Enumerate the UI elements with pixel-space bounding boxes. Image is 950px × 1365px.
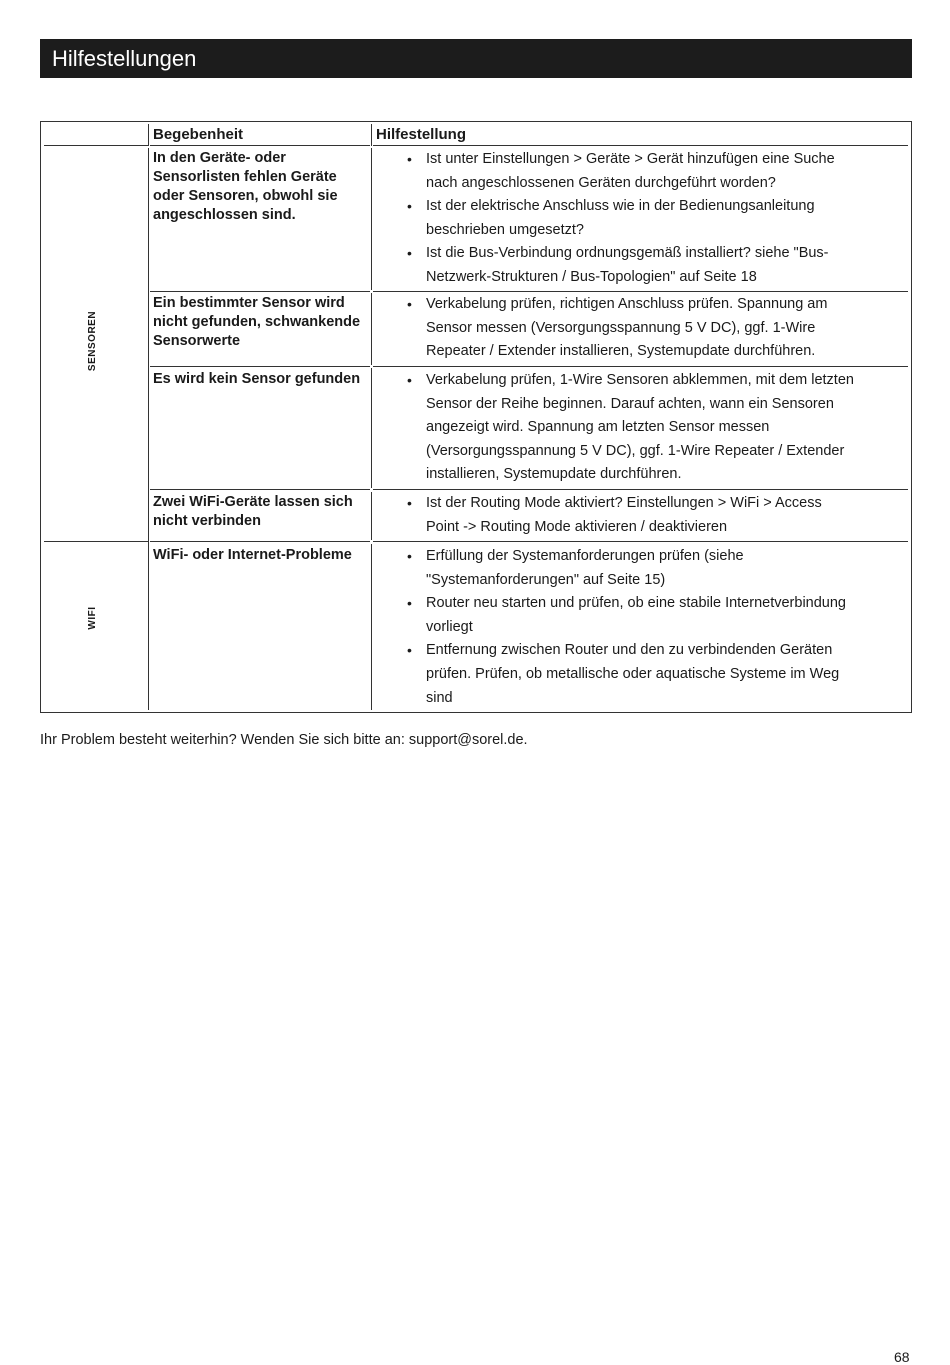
column-divider: [371, 544, 372, 710]
event-cell: Ein bestimmter Sensor wird nicht gefunden, schwankende Sensorwerte: [153, 295, 361, 349]
column-divider: [371, 368, 372, 488]
group-label-sensoren: SENSOREN: [87, 310, 98, 372]
column-divider: [371, 124, 372, 146]
row-divider: [150, 145, 370, 146]
help-list: [404, 148, 854, 290]
help-item: • Verkabelung prüfen, 1-Wire Sensoren abklemmen, mit dem letzten Sensor der Reihe beginnen. Darauf achten, wann ein Sensoren angezeigt wird. Spannung am letzten Sensor messen (Versorgungsspannung 5 V DC), ggf. 1-Wire Repeater / Extender installieren, Systemupdate durchführen.: [404, 369, 854, 487]
help-list: [404, 293, 854, 364]
row-divider: [150, 366, 370, 367]
event-cell: WiFi- oder Internet-Probleme: [153, 547, 352, 563]
row-divider: [44, 145, 148, 146]
help-list: [404, 545, 854, 710]
page-title: Hilfestellungen: [40, 39, 912, 78]
row-divider: [150, 541, 370, 542]
column-header-help: Hilfestellung: [376, 126, 467, 143]
event-cell: Es wird kein Sensor gefunden: [153, 371, 361, 387]
row-divider: [150, 291, 370, 292]
help-item: • Ist unter Einstellungen > Geräte > Gerät hinzufügen eine Suche nach angeschlossenen Geräten durchgeführt worden?: [404, 148, 854, 195]
row-divider: [150, 489, 370, 490]
column-header-event: Begebenheit: [153, 126, 244, 143]
column-divider: [371, 148, 372, 290]
help-list: [404, 492, 854, 539]
row-divider: [373, 291, 908, 292]
event-cell: Zwei WiFi-Geräte lassen sich nicht verbinden: [153, 494, 353, 529]
column-divider: [148, 124, 149, 146]
row-divider: [373, 145, 908, 146]
group-divider: [44, 541, 148, 542]
group-label-wifi: WIFI: [87, 606, 98, 630]
help-item: • Router neu starten und prüfen, ob eine stabile Internetverbindung vorliegt: [404, 592, 854, 639]
help-item: • Ist die Bus-Verbindung ordnungsgemäß installiert? siehe "Bus-Netzwerk-Strukturen / Bus-Topologien" auf Seite 18: [404, 242, 854, 289]
help-item: • Entfernung zwischen Router und den zu verbindenden Geräten prüfen. Prüfen, ob metallische oder aquatische Systeme im Weg sind: [404, 639, 854, 710]
help-list: [404, 369, 854, 487]
column-divider: [371, 492, 372, 540]
help-item: • Ist der Routing Mode aktiviert? Einstellungen > WiFi > Access Point -> Routing Mode aktivieren / deaktivieren: [404, 492, 854, 539]
row-divider: [373, 489, 908, 490]
help-item: • Ist der elektrische Anschluss wie in der Bedienungsanleitung beschrieben umgesetzt?: [404, 195, 854, 242]
row-divider: [373, 541, 908, 542]
help-item: • Erfüllung der Systemanforderungen prüfen (siehe "Systemanforderungen" auf Seite 15): [404, 545, 854, 592]
event-cell: In den Geräte- oder Sensorlisten fehlen Geräte oder Sensoren, obwohl sie angeschlossen sind.: [153, 150, 338, 223]
help-item: • Verkabelung prüfen, richtigen Anschluss prüfen. Spannung am Sensor messen (Versorgungsspannung 5 V DC), ggf. 1-Wire Repeater / Extender installieren, Systemupdate durchführen.: [404, 293, 854, 364]
column-divider: [148, 148, 149, 710]
footer-support-note: Ihr Problem besteht weiterhin? Wenden Sie sich bitte an: support@sorel.de.: [40, 732, 528, 748]
page-number: 68: [894, 1349, 910, 1365]
row-divider: [373, 366, 908, 367]
column-divider: [371, 293, 372, 365]
